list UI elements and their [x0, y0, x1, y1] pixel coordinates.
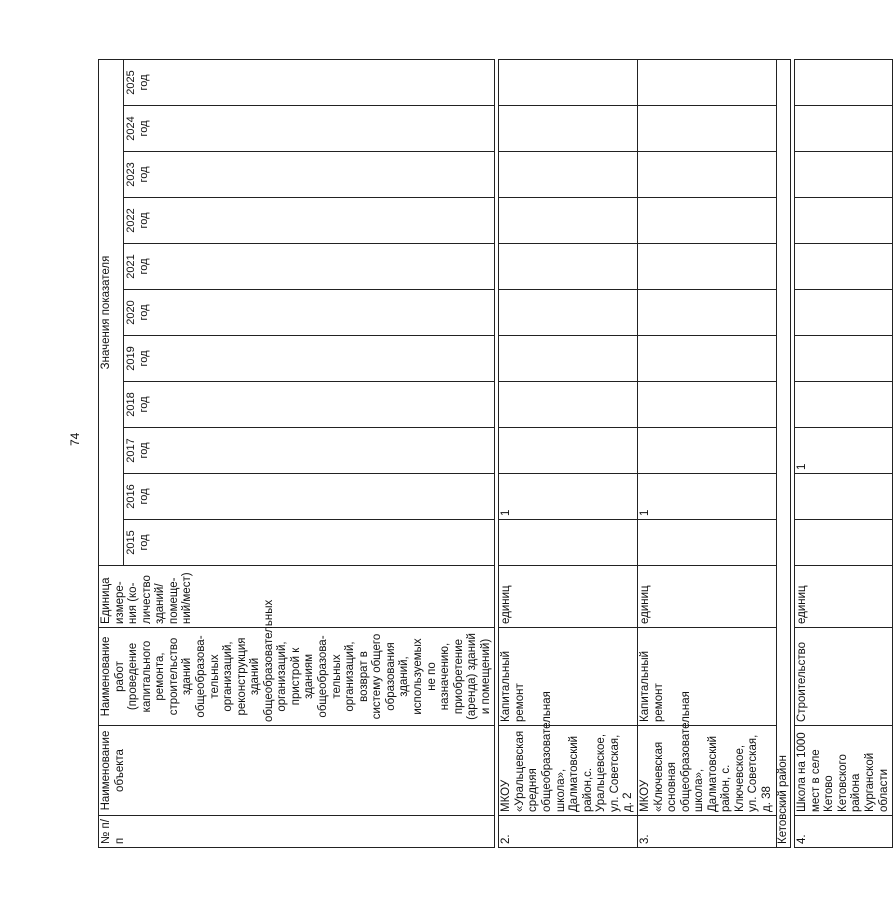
header-unit: Единица измере-ния (ко-личество зданий/ помеще-ний/мест) [99, 566, 495, 628]
header-year: 2018 год [123, 382, 495, 428]
cell-work: Капитальный ремонт [637, 628, 776, 726]
header-num: № п/п [99, 816, 495, 848]
header-year: 2025 год [123, 59, 495, 105]
cell-object: МКОУ «Ключевская основная общеобразовательная школа», Далматовский район, с. Ключевское, ул. Советская, д. 38 [637, 726, 776, 816]
header-year: 2021 год [123, 244, 495, 290]
cell-value: 1 [637, 474, 776, 520]
cell-work: Капитальный ремонт [499, 628, 638, 726]
cell-unit: единиц [637, 566, 776, 628]
cell-value [637, 106, 776, 152]
cell-value [637, 290, 776, 336]
table-row [795, 59, 893, 847]
cell-value [499, 382, 638, 428]
cell-value [637, 520, 776, 566]
cell-value [499, 106, 638, 152]
cell-value [795, 106, 893, 152]
cell-value [637, 59, 776, 105]
cell-num: 4. [795, 816, 893, 848]
cell-num: 2. [499, 816, 638, 848]
cell-value: 1 [795, 428, 893, 474]
header-year: 2019 год [123, 336, 495, 382]
cell-num: 3. [637, 816, 776, 848]
header-year: 2024 год [123, 106, 495, 152]
cell-value [795, 244, 893, 290]
rotated-table-container [98, 64, 890, 848]
region-label: Кетовский район [776, 59, 791, 847]
cell-value [637, 336, 776, 382]
header-values: Значения показателя [99, 59, 124, 565]
cell-value [637, 428, 776, 474]
header-year: 2022 год [123, 198, 495, 244]
cell-value: 1 [499, 474, 638, 520]
cell-value [795, 382, 893, 428]
cell-value [637, 244, 776, 290]
page-number: 74 [68, 432, 82, 446]
cell-value [795, 474, 893, 520]
header-year: 2017 год [123, 428, 495, 474]
header-year: 2015 год [123, 520, 495, 566]
cell-value [637, 198, 776, 244]
header-work: Наименование работ (проведение капитального ремонта, строительство зданий общеобразова-тельных организаций, реконструкция зданий общеобразовательных организаций, пристрой к зданиям общеобразова-тельных организаций, возврат в систему общего образования зданий, используемых не по назначению, приобретение (аренда) зданий и помещений) [99, 628, 495, 726]
header-row-1 [99, 59, 124, 847]
cell-value [795, 336, 893, 382]
cell-value [795, 198, 893, 244]
cell-value [795, 290, 893, 336]
cell-value [499, 520, 638, 566]
header-year: 2016 год [123, 474, 495, 520]
cell-value [637, 382, 776, 428]
region-row [776, 59, 791, 847]
cell-value [499, 290, 638, 336]
cell-value [795, 152, 893, 198]
cell-value [499, 244, 638, 290]
cell-value [637, 152, 776, 198]
cell-value [499, 336, 638, 382]
header-object: Наименование объекта [99, 726, 495, 816]
header-year: 2023 год [123, 152, 495, 198]
indicator-table [98, 59, 893, 848]
cell-value [499, 198, 638, 244]
cell-unit: единиц [795, 566, 893, 628]
cell-value [499, 428, 638, 474]
cell-object: Школа на 1000 мест в селе Кетово Кетовского района Курганской области [795, 726, 893, 816]
cell-value [499, 152, 638, 198]
table-row [499, 59, 638, 847]
header-year: 2020 год [123, 290, 495, 336]
cell-value [795, 520, 893, 566]
cell-unit: единиц [499, 566, 638, 628]
cell-object: МКОУ «Уральцевская средняя общеобразовательная школа», Далматовский район,с. Уральцевское, ул. Советская, д. 2 [499, 726, 638, 816]
cell-value [499, 59, 638, 105]
table-row [637, 59, 776, 847]
cell-value [795, 59, 893, 105]
cell-work: Строительство [795, 628, 893, 726]
